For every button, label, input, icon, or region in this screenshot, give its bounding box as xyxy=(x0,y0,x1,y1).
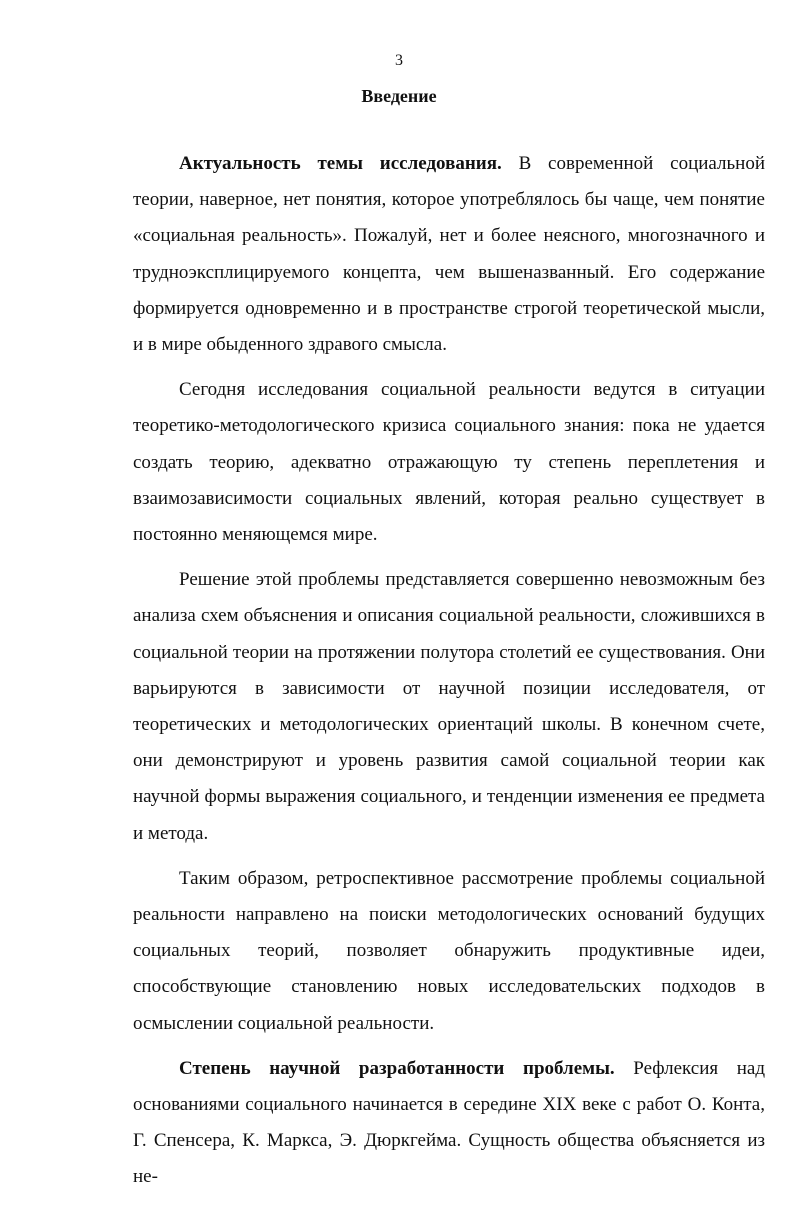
page-title: Введение xyxy=(361,86,437,106)
paragraph-development xyxy=(133,1051,765,1196)
paragraph-conclusion xyxy=(133,861,765,1042)
paragraph-heading: Степень научной разработанности проблемы. xyxy=(179,1057,615,1079)
paragraph-solution xyxy=(133,562,765,852)
paragraph-heading: Актуальность темы исследования. xyxy=(179,153,502,174)
paragraph-text: Решение этой проблемы представляется совершенно невозможным без анализа схем объяснения и описания социальной реальности, сложившихся в социальной теории на протяжении полутора столетий ее существования. Они варьируются в зависимости от научной позиции исследователя, от теоретических и методологических ориентаций школы. В конечном счете, они демонстрируют и уровень развития самой социальной теории как научной формы выражения социального, и тенденции изменения ее предмета и метода. xyxy=(133,569,765,844)
paragraph-relevance xyxy=(133,146,765,363)
paragraph-text: В современной социальной теории, наверное, нет понятия, которое употреблялось бы чаще, чем понятие «социальная реальность». Пожалуй, нет и более неясного, многозначного и трудноэксплицируемого концепта, чем вышеназванный. Его содержание формируется одновременно и в пространстве строгой теоретической мысли, и в мире обыденного здравого смысла. xyxy=(133,153,765,356)
paragraph-text: Сегодня исследования социальной реальности ведутся в ситуации теоретико-методологического кризиса социального знания: пока не удается создать теорию, адекватно отражающую ту степень переплетения и взаимозависимости социальных явлений, которая реально существует в постоянно меняющемся мире. xyxy=(133,379,765,546)
page-number: 3 xyxy=(395,52,403,69)
paragraph-text: Рефлексия над основаниями социального начинается в середине XIX веке с работ О. Конта, Г. Спенсера, К. Маркса, Э. Дюркгейма. Сущность общества объясняется из не- xyxy=(133,1057,765,1188)
paragraph-crisis xyxy=(133,372,765,553)
body-text xyxy=(133,146,765,1205)
paragraph-text: Таким образом, ретроспективное рассмотрение проблемы социальной реальности направлено на поиски методологических оснований будущих социальных теорий, позволяет обнаружить продуктивные идеи, способствующие становлению новых исследовательских подходов в осмыслении социальной реальности. xyxy=(133,867,765,1034)
